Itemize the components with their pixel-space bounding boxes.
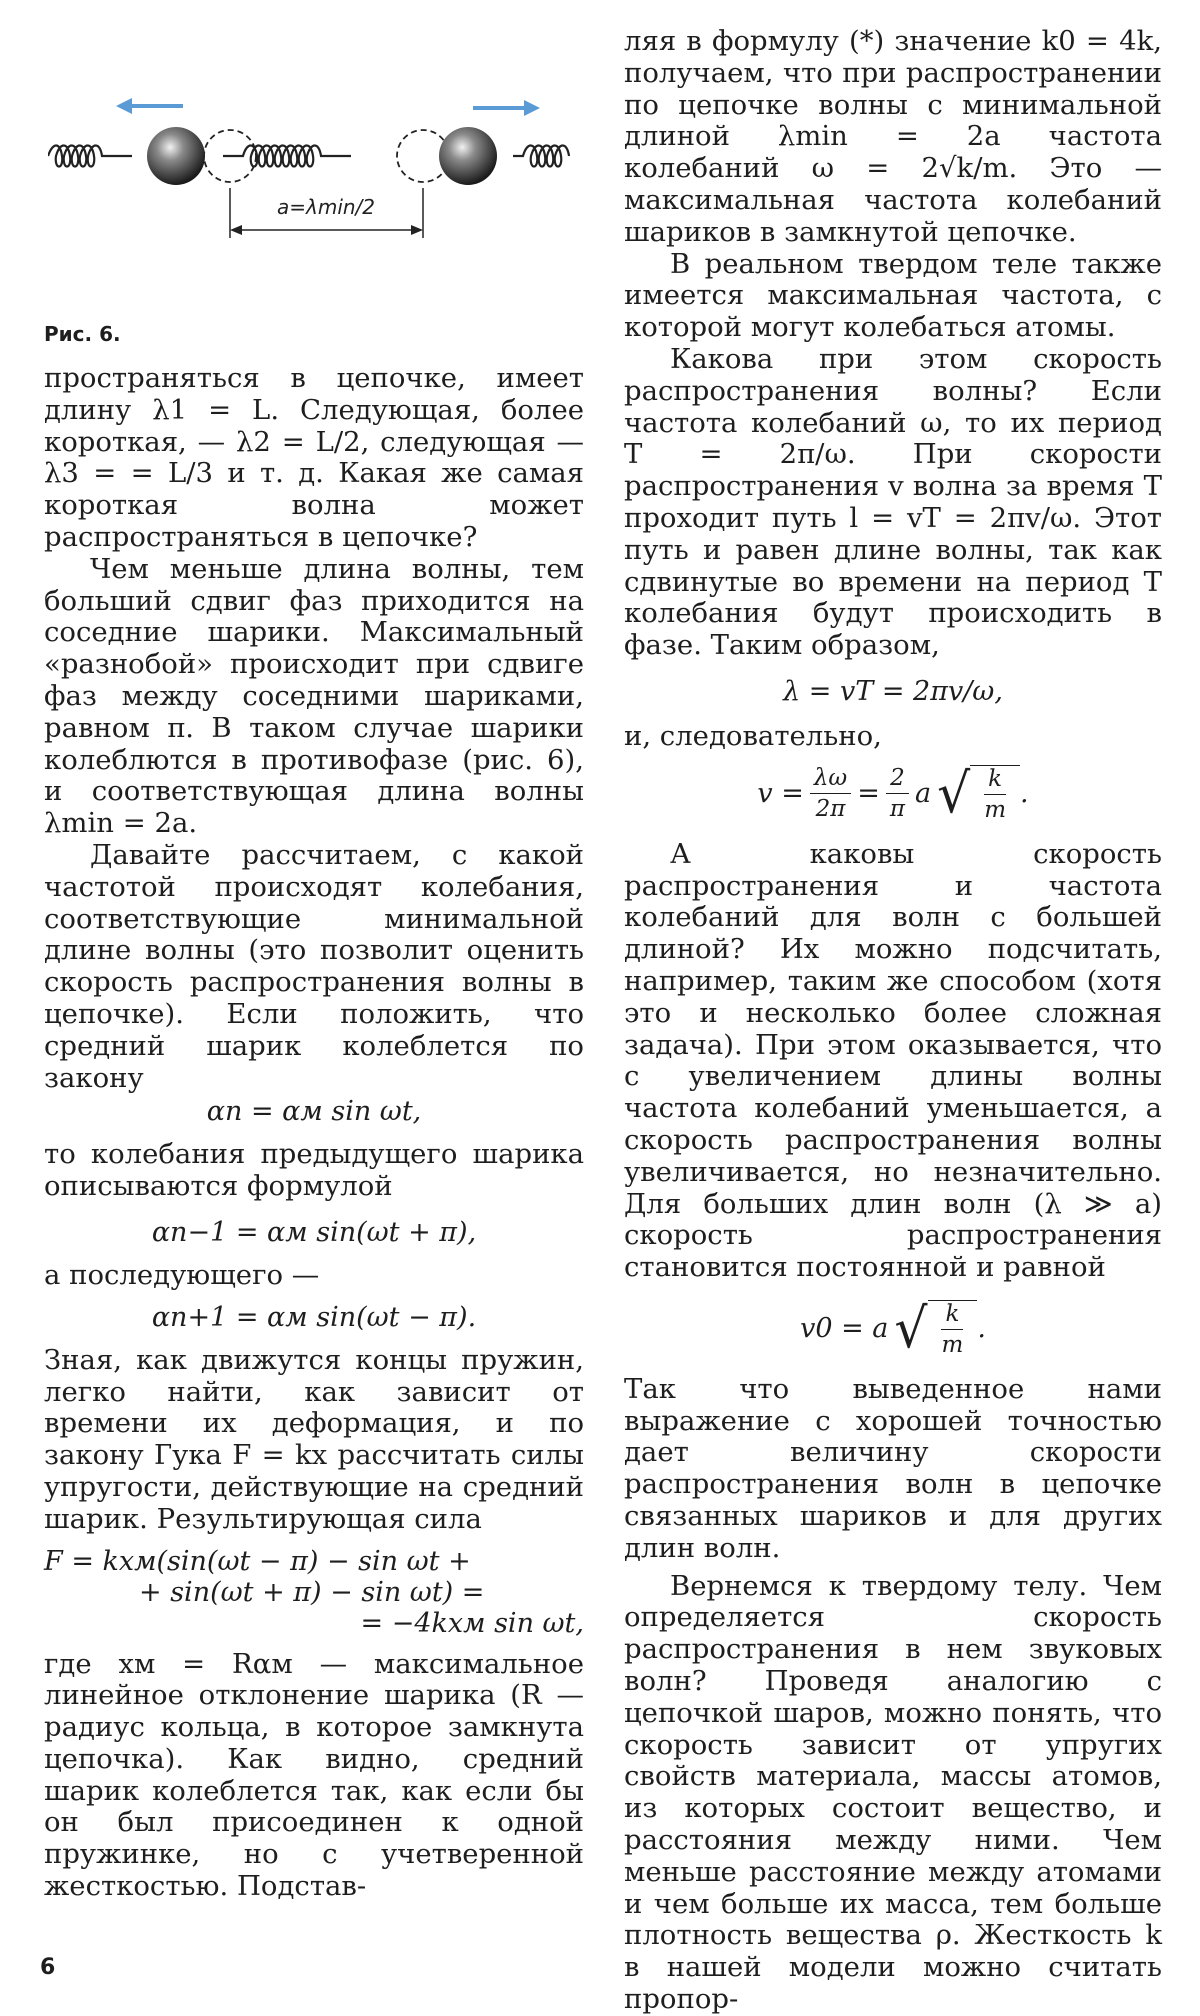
- fraction-numerator: λω: [810, 765, 851, 794]
- radical-sign: √: [937, 762, 971, 826]
- equation-period: .: [977, 1313, 986, 1345]
- equation-alpha-n: αn = αм sin ωt,: [206, 1096, 422, 1128]
- radical-sign: √: [894, 1297, 928, 1361]
- fraction-numerator: 2: [886, 765, 909, 794]
- right-paragraph-2: В реальном твердом теле также имеется максимальная частота, с которой могут колебаться атомы.: [624, 247, 1162, 344]
- fraction-numerator: k: [984, 766, 1006, 795]
- page-number: 6: [40, 1955, 56, 1980]
- equation-force-line-1: F = kxм(sin(ωt − π) − sin ωt +: [44, 1545, 471, 1577]
- v0-lhs: v0 = a: [800, 1313, 889, 1345]
- left-paragraph-2: Чем меньше длина волны, тем больший сдвиг фаз приходится на соседние шарики. Максимальный «разнобой» происходит при сдвиге фаз между соседними шариками, равном π. В таком случае шарики колеблются в противофазе (рис. 6), и соответствующая длина волны λmin = 2a.: [44, 552, 584, 840]
- spring-middle: [223, 146, 351, 167]
- equation-velocity: [624, 762, 1162, 826]
- right-paragraph-7: Вернемся к твердому телу. Чем определяется скорость распространения в нем звуковых волн? Проведя аналогию с цепочкой шаров, можно понять, что скорость зависит от упругих свойств материала, массы атомов, из которых состоит вещество, и расстояния между ними. Чем меньше расстояние между атомами и чем больше их масса, тем больше плотность вещества ρ. Жесткость k в нашей модели можно считать пропор-: [624, 1569, 1162, 2016]
- right-paragraph-3: Какова при этом скорость распространения волны? Если частота колебаний ω, то их период T = 2π/ω. При скорости распространения v волна за время T проходит путь l = vT = 2πv/ω. Этот путь и равен длине волны, так как сдвинутые во времени на период T колебания будут происходить в фазе. Таким образом,: [624, 342, 1162, 662]
- equation-force-line-3: = −4kxм sin ωt,: [360, 1607, 584, 1639]
- equals-sign: =: [857, 778, 880, 810]
- left-paragraph-7: где xм = Rαм — максимальное линейное отклонение шарика (R — радиус кольца, в которое замкнута цепочка). Как видно, средний шарик колеблется так, как если бы он был присоединен к одной пружинке, но с учетверенной жесткостью. Подстав-: [44, 1647, 584, 1903]
- equation-alpha-n-plus-1: αn+1 = αм sin(ωt − π).: [151, 1301, 477, 1333]
- left-paragraph-4: то колебания предыдущего шарика описываются формулой: [44, 1138, 584, 1203]
- right-paragraph-4: и, следовательно,: [624, 719, 882, 752]
- fraction-k-m: [938, 1301, 968, 1358]
- equation-v0: [624, 1297, 1162, 1361]
- fraction-two-pi: [886, 765, 909, 822]
- fraction-denominator: 2π: [815, 796, 846, 823]
- equation-alpha-n-minus-1: αn−1 = αм sin(ωt + π),: [151, 1216, 477, 1248]
- fraction-lambda-omega: [810, 765, 851, 822]
- fraction-denominator: m: [941, 1331, 964, 1358]
- square-root: [937, 762, 1020, 826]
- left-paragraph-3: Давайте рассчитаем, с какой частотой происходят колебания, соответствующие минимальной длине волны (это позволит оценить скорость распространения волны в цепочке). Если положить, что средний шарик колеблется по закону: [44, 838, 584, 1094]
- fraction-denominator: π: [889, 796, 905, 823]
- left-paragraph-5: а последующего —: [44, 1258, 320, 1291]
- equation-force-line-2: + sin(ωt + π) − sin ωt) =: [139, 1576, 485, 1608]
- right-paragraph-5: А каковы скорость распространения и частота колебаний для волн с большей длиной? Их можно подсчитать, например, таким же способом (хотя это и несколько более сложная задача). При этом оказывается, что с увеличением длины волны частота колебаний уменьшается, а скорость распространения волны увеличивается, но незначительно. Для больших длин волн (λ ≫ a) скорость распространения становится постоянной и равной: [624, 837, 1162, 1284]
- fraction-numerator: k: [941, 1301, 963, 1330]
- left-paragraph-6: Зная, как движутся концы пружин, легко найти, как зависит от времени их деформация, и по закону Гука F = kx рассчитать силы упругости, действующие на средний шарик. Результирующая сила: [44, 1343, 584, 1535]
- dimension-label: a=λmin/2: [276, 195, 376, 219]
- spring-right: [513, 146, 569, 167]
- figure-caption: Рис. 6.: [44, 322, 121, 346]
- velocity-lhs: v =: [757, 778, 804, 810]
- left-paragraph-1: пространяться в цепочке, имеет длину λ1 = L. Следующая, более короткая, — λ2 = L/2, следующая — λ3 = = L/3 и т. д. Какая же самая короткая волна может распространяться в цепочке?: [44, 362, 584, 553]
- equation-period: .: [1020, 778, 1029, 810]
- right-paragraph-1: ляя в формулу (*) значение k0 = 4k, получаем, что при распространении по цепочке волны с минимальной длиной λmin = 2a частота колебаний ω = 2√k/m. Это — максимальная частота колебаний шариков в замкнутой цепочке.: [624, 25, 1162, 248]
- spring-left: [48, 146, 132, 167]
- right-arrow-icon: [473, 100, 540, 116]
- right-paragraph-6: Так что выведенное нами выражение с хорошей точностью дает величину скорости распространения волн в цепочке связанных шариков и для других длин волн.: [624, 1372, 1162, 1564]
- fraction-k-m: [980, 766, 1010, 823]
- left-arrow-icon: [116, 98, 183, 114]
- equation-force: [44, 1546, 584, 1639]
- variable-a: a: [914, 778, 932, 810]
- equation-lambda: λ = vT = 2πv/ω,: [783, 675, 1003, 707]
- ball-left: [147, 127, 205, 185]
- square-root: [894, 1297, 977, 1361]
- ball-right: [439, 127, 497, 185]
- fraction-denominator: m: [984, 796, 1007, 823]
- figure-6-diagram: [48, 88, 608, 248]
